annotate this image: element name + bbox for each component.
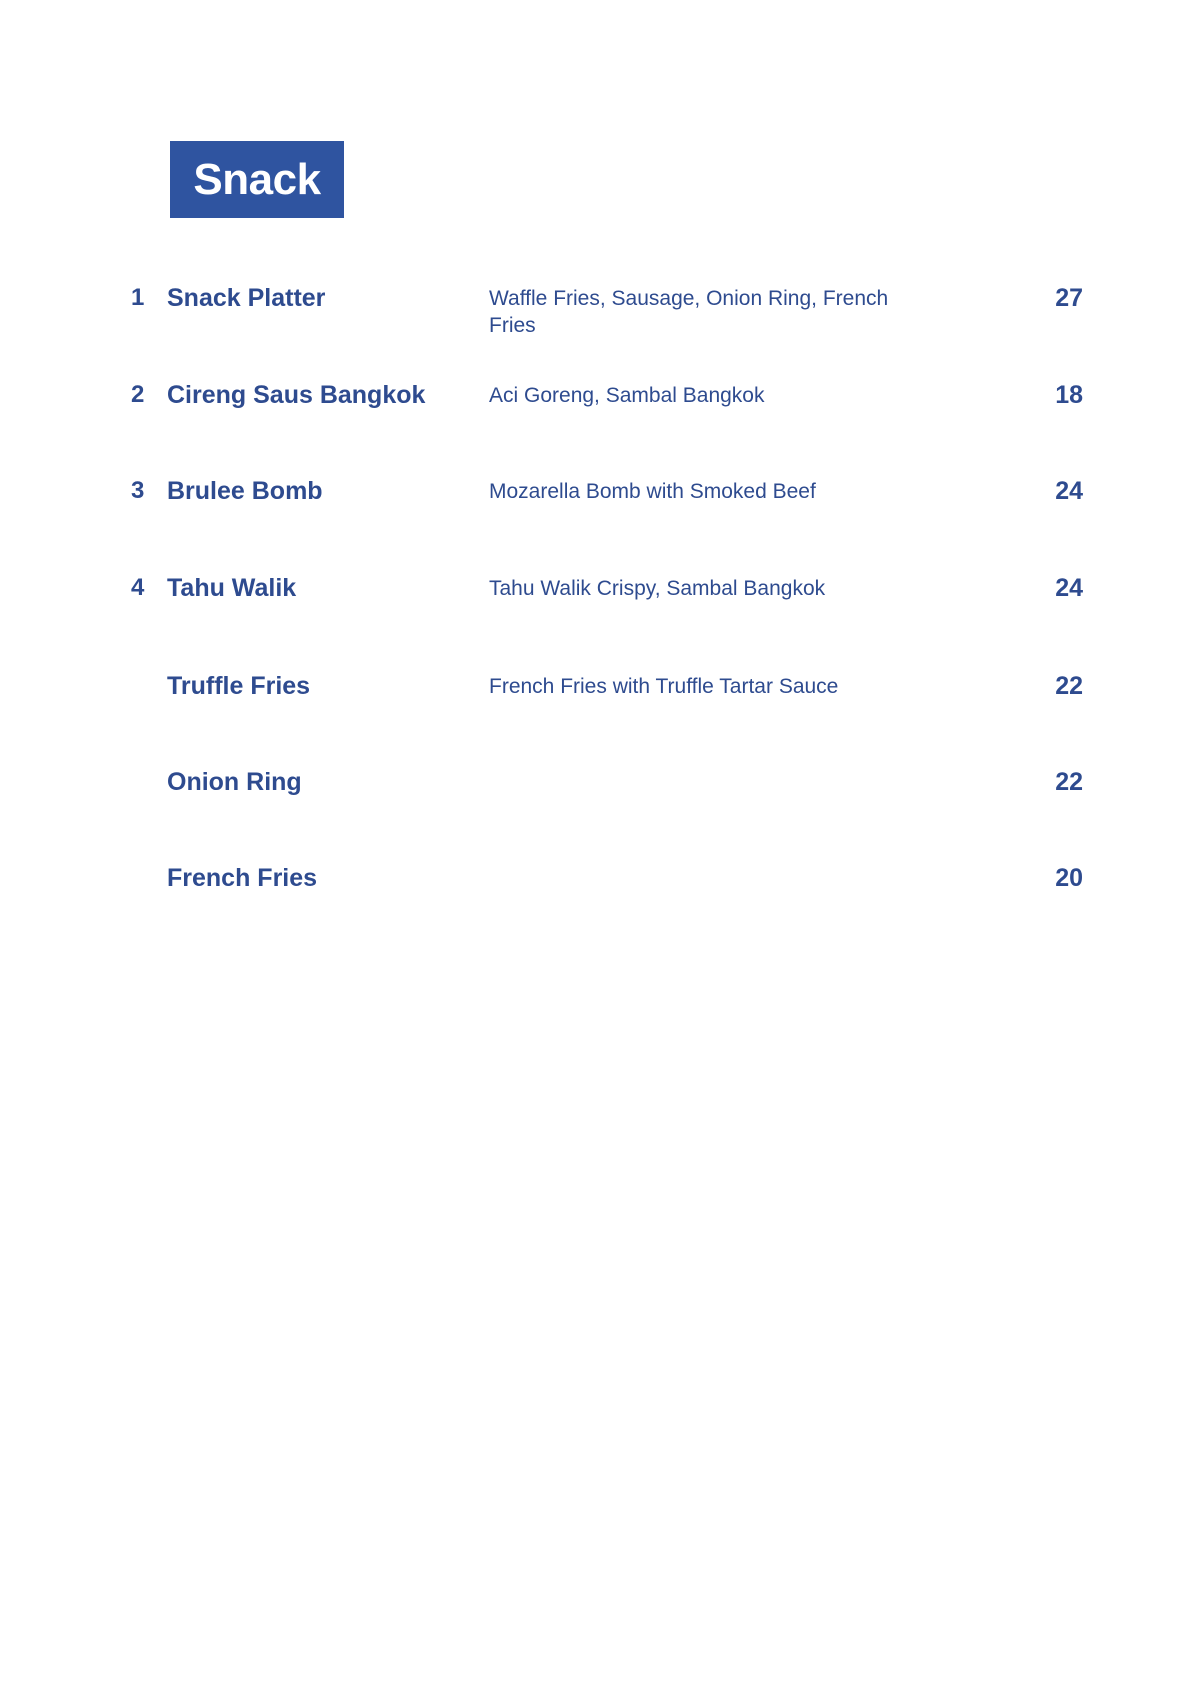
section-title-box	[170, 141, 344, 218]
item-name: Tahu Walik	[167, 574, 297, 602]
menu-item	[0, 284, 1188, 344]
item-price: 18	[1055, 381, 1083, 409]
item-price: 20	[1055, 864, 1083, 892]
menu-item	[0, 381, 1188, 441]
item-name: Cireng Saus Bangkok	[167, 381, 426, 409]
item-description: French Fries with Truffle Tartar Sauce	[489, 675, 839, 698]
item-price: 22	[1055, 768, 1083, 796]
item-price: 24	[1055, 574, 1083, 602]
item-number: 3	[131, 477, 145, 504]
item-description: Tahu Walik Crispy, Sambal Bangkok	[489, 577, 826, 600]
item-price: 27	[1055, 284, 1083, 312]
menu-item	[0, 768, 1188, 828]
item-price: 24	[1055, 477, 1083, 505]
item-name: Brulee Bomb	[167, 477, 323, 505]
item-name: Onion Ring	[167, 768, 302, 796]
item-description: Mozarella Bomb with Smoked Beef	[489, 480, 816, 503]
item-number: 4	[131, 574, 145, 601]
section-title: Snack	[193, 154, 321, 204]
item-name: Truffle Fries	[167, 672, 311, 700]
item-price: 22	[1055, 672, 1083, 700]
item-number: 1	[131, 284, 145, 311]
item-number: 2	[131, 381, 145, 408]
menu-item	[0, 864, 1188, 924]
menu-item	[0, 672, 1188, 732]
item-description: Waffle Fries, Sausage, Onion Ring, French Fries	[489, 287, 889, 337]
item-name: Snack Platter	[167, 284, 326, 312]
item-name: French Fries	[167, 864, 318, 892]
menu-item	[0, 574, 1188, 634]
menu-item	[0, 477, 1188, 537]
item-description: Aci Goreng, Sambal Bangkok	[489, 384, 765, 407]
